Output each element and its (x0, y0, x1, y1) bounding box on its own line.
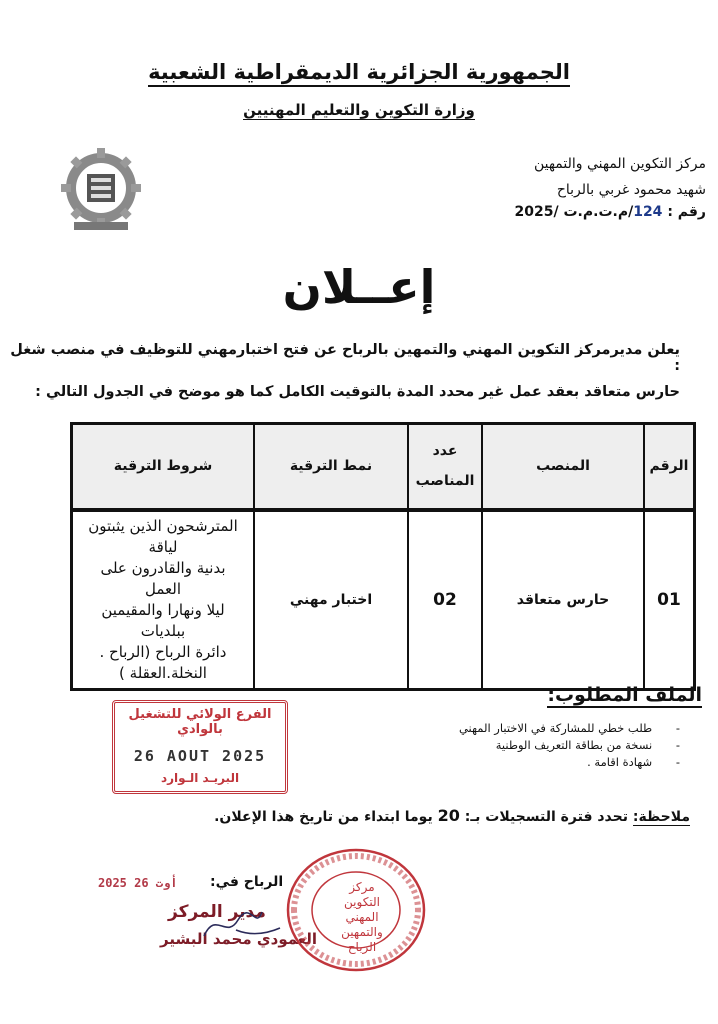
cell-conditions (72, 510, 255, 690)
header-mode: نمط الترقية (254, 424, 408, 510)
ministry-heading: وزارة التكوين والتعليم المهنيين (243, 101, 475, 119)
table-row (72, 510, 695, 690)
round-stamp-line: مركز التكوين (344, 880, 380, 909)
header-conditions: شروط الترقية (72, 424, 255, 510)
cell-number: 01 (644, 510, 695, 690)
note-text-after: يوما ابتداء من تاريخ هذا الإعلان. (214, 809, 438, 825)
note-label: ملاحظة: (632, 809, 690, 825)
round-stamp-line: المهني والتمهين (341, 910, 383, 939)
table-header-row (72, 424, 695, 510)
round-stamp-center (330, 880, 394, 955)
announcement-title: إعــلان (282, 260, 436, 314)
positions-table (70, 422, 696, 691)
republic-heading: الجمهورية الجزائرية الديمقراطية الشعبية (0, 60, 718, 84)
round-stamp-line: الرباح (347, 940, 377, 954)
header-count-line1: عدد (432, 443, 458, 460)
reference-suffix: /م.ت.م.ت /2025 (514, 204, 634, 220)
signature-place: الرباح في: (210, 874, 284, 890)
registration-note (214, 806, 690, 825)
received-stamp-office: الفرع الولائي للتشغيل بالوادي (128, 707, 272, 737)
director-name: العمودي محمد البشير (160, 930, 318, 948)
reference-handwritten-number: 124 (633, 204, 663, 220)
header-count (408, 424, 482, 510)
gear-logo-icon (60, 142, 142, 234)
requirements-list (459, 720, 698, 771)
position-paragraph: حارس متعاقد بعقد عمل غير محدد المدة بالتوقيت الكامل كما هو موضح في الجدول التالي : (35, 384, 680, 400)
reference-label: رقم : (667, 204, 706, 220)
conditions-line: النخلة.العقلة ) (119, 663, 207, 682)
cell-count: 02 (408, 510, 482, 690)
institution-location: شهيد محمود غربي بالرباح (556, 182, 706, 198)
header-number: الرقم (644, 424, 695, 510)
director-title: مدير المركز (168, 902, 266, 922)
cell-mode: اختبار مهني (254, 510, 408, 690)
note-days: 20 (437, 806, 460, 825)
note-text-before: تحدد فترة التسجيلات بـ: (459, 809, 633, 825)
received-stamp-label: البريـد الـوارد (160, 771, 240, 785)
required-file-heading: الملف المطلوب: (547, 684, 702, 706)
received-stamp (112, 700, 288, 794)
list-item: - طلب خطي للمشاركة في الاختبار المهني (459, 720, 680, 737)
list-item: - نسخة من بطاقة التعريف الوطنية (459, 737, 680, 754)
header-count-line2: المناصب (415, 473, 475, 490)
header-position: المنصب (482, 424, 644, 510)
cell-position: حارس متعاقد (482, 510, 644, 690)
reference-number (515, 204, 706, 220)
conditions-line: دائرة الرباح (الرباح . (99, 642, 227, 661)
received-stamp-date: 26 AOUT 2025 (133, 747, 267, 765)
conditions-line: بدنية والقادرون على العمل (100, 558, 226, 598)
handwritten-signature-icon (196, 900, 286, 950)
conditions-line: المترشحون الذين يثبتون لياقة (88, 516, 238, 556)
institution-name: مركز التكوين المهني والتمهين (533, 156, 706, 172)
list-item: - شهادة اقامة . (459, 754, 680, 771)
conditions-line: ليلا ونهارا والمقيمين ببلديات (101, 600, 225, 640)
intro-paragraph: يعلن مديرمركز التكوين المهني والتمهين بالرباح عن فتح اختبارمهني للتوظيف في منصب شغل : (10, 342, 680, 374)
signature-date: 2025 أوت 26 (98, 876, 178, 890)
